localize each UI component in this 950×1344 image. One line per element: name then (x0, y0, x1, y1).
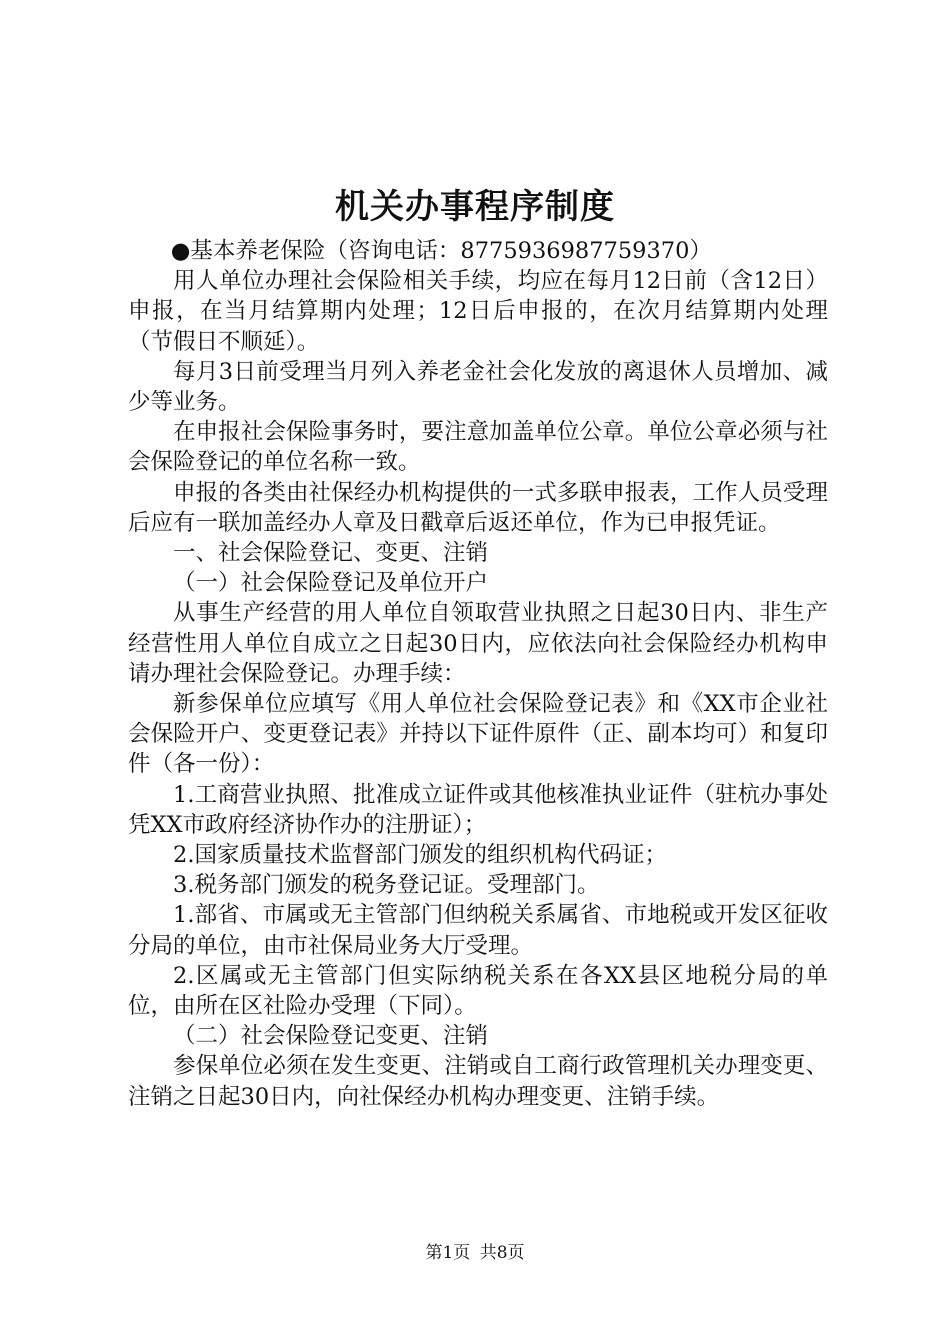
page-footer (0, 1240, 950, 1266)
paragraph: 申报的各类由社保经办机构提供的一式多联申报表，工作人员受理后应有一联加盖经办人章及日戳章后返还单位，作为已申报凭证。 (128, 479, 828, 536)
subsection-heading: （一）社会保险登记及单位开户 (173, 570, 489, 597)
paragraph: 新参保单位应填写《用人单位社会保险登记表》和《XX市企业社会保险开户、变更登记表》并持以下证件原件（正、副本均可）和复印件（各一份）： (128, 691, 828, 778)
paragraph: 用人单位办理社会保险相关手续，均应在每月12日前（含12日）申报，在当月结算期内处理；12日后申报的，在次月结算期内处理（节假日不顺延）。 (128, 268, 828, 355)
paragraph: 在申报社会保险事务时，要注意加盖单位公章。单位公章必须与社会保险登记的单位名称一致。 (128, 419, 828, 476)
list-item: 3.税务部门颁发的税务登记证。受理部门。 (173, 872, 600, 899)
document-body (128, 236, 828, 1112)
paragraph: 参保单位必须在发生变更、注销或自工商行政管理机关办理变更、注销之日起30日内，向社保经办机构办理变更、注销手续。 (128, 1053, 828, 1110)
document-title: 机关办事程序制度 (335, 187, 615, 227)
list-item: 2.区属或无主管部门但实际纳税关系在各XX县区地税分局的单位，由所在区社险办受理（下同）。 (128, 962, 828, 1020)
page-number: 第1页 (425, 1243, 471, 1263)
list-item: 1.部省、市属或无主管部门但纳税关系属省、市地税或开发区征收分局的单位，由市社保局业务大厅受理。 (128, 902, 828, 959)
paragraph: 从事生产经营的用人单位自领取营业执照之日起30日内、非生产经营性用人单位自成立之日起30日内，应依法向社会保险经办机构申请办理社会保险登记。办理手续： (128, 600, 828, 687)
page-total: 共8页 (479, 1243, 525, 1263)
list-item: 2.国家质量技术监督部门颁发的组织机构代码证； (173, 842, 667, 869)
list-item: 1.工商营业执照、批准成立证件或其他核准执业证件（驻杭办事处凭XX市政府经济协作办的注册证）； (128, 781, 828, 838)
subsection-heading: （二）社会保险登记变更、注销 (173, 1023, 489, 1050)
section-heading: 一、社会保险登记、变更、注销 (173, 540, 489, 567)
paragraph-contact: ●基本养老保险（咨询电话：8775936987759370） (170, 238, 712, 264)
paragraph: 每月3日前受理当月列入养老金社会化发放的离退休人员增加、减少等业务。 (128, 358, 828, 416)
